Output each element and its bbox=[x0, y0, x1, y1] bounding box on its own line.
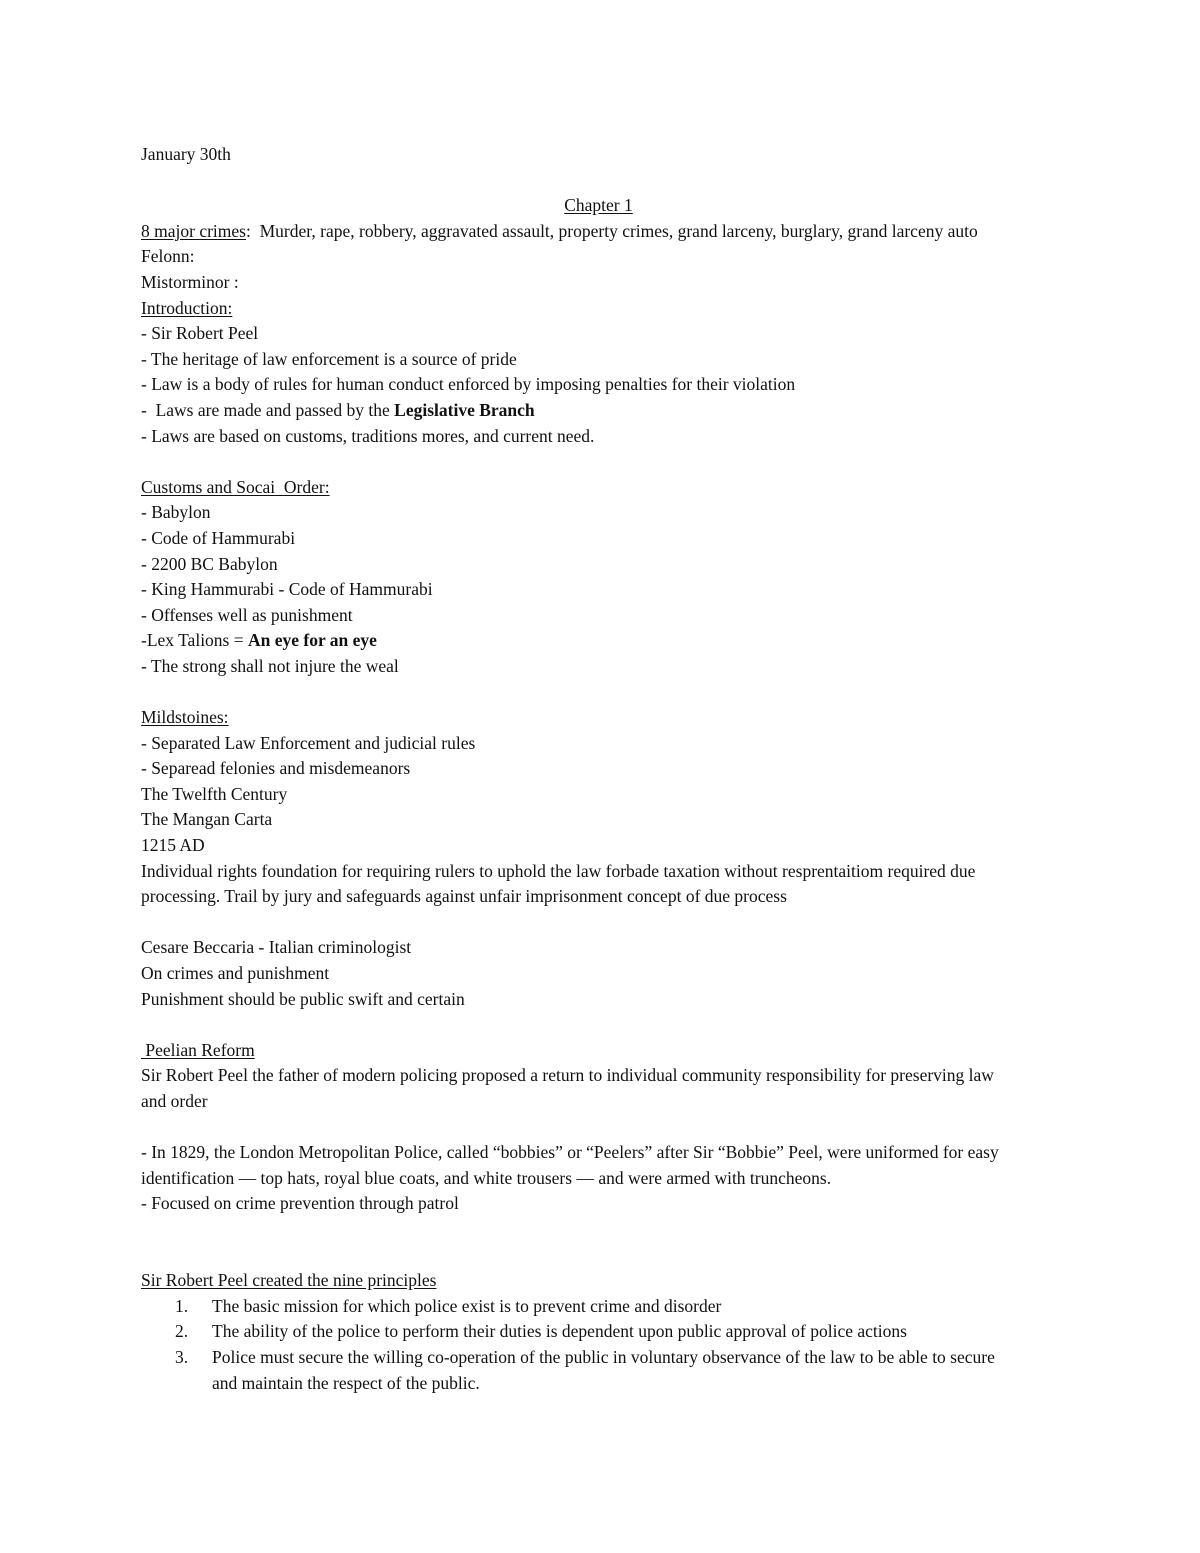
introduction-item: - Law is a body of rules for human conduct enforced by imposing penalties for their violation bbox=[141, 374, 796, 395]
customs-item-lex bbox=[141, 628, 1056, 654]
principle-text-continued: and maintain the respect of the public. bbox=[212, 1372, 480, 1393]
milestones-line: - Separated Law Enforcement and judicial rules bbox=[141, 732, 476, 753]
beccaria-line: On crimes and punishment bbox=[141, 963, 330, 983]
principle-number: 3. bbox=[175, 1346, 189, 1367]
principle-number: 2. bbox=[175, 1321, 189, 1342]
spacer bbox=[141, 449, 1056, 475]
principles-heading: Sir Robert Peel created the nine principles bbox=[141, 1270, 437, 1291]
peelian-bullet-line: identification — top hats, royal blue coats, and white trousers — and were armed with truncheons. bbox=[141, 1167, 832, 1188]
major-crimes-line bbox=[141, 219, 1056, 245]
legislative-prefix: - Laws are made and passed by the bbox=[141, 399, 395, 420]
introduction-item: - Laws are based on customs, traditions mores, and current need. bbox=[141, 425, 595, 446]
beccaria-line: Cesare Beccaria - Italian criminologist bbox=[141, 937, 412, 958]
spacer bbox=[141, 1115, 1056, 1141]
principle-item bbox=[141, 1319, 1056, 1345]
introduction-item-legislative bbox=[141, 398, 1056, 424]
peelian-bullet-line: - In 1829, the London Metropolitan Police, called “bobbies” or “Peelers” after Sir “Bobbie” Peel, were uniformed for easy bbox=[141, 1142, 999, 1163]
legislative-branch-bold: Legislative Branch bbox=[394, 399, 535, 420]
lex-prefix: -Lex Talions = bbox=[141, 630, 248, 651]
principle-number: 1. bbox=[175, 1295, 189, 1316]
spacer bbox=[141, 679, 1056, 705]
principle-text: The ability of the police to perform their duties is dependent upon public approval of police actions bbox=[212, 1321, 907, 1342]
chapter-title: Chapter 1 bbox=[564, 195, 633, 216]
introduction-heading: Introduction: bbox=[141, 297, 233, 318]
major-crimes-label: 8 major crimes bbox=[141, 220, 246, 241]
peelian-bullet-line: - Focused on crime prevention through patrol bbox=[141, 1193, 459, 1214]
milestones-paragraph-line: processing. Trail by jury and safeguards against unfair imprisonment concept of due process bbox=[141, 886, 787, 907]
customs-item: - King Hammurabi - Code of Hammurabi bbox=[141, 579, 433, 600]
peelian-paragraph-line: Sir Robert Peel the father of modern policing proposed a return to individual community responsibility for preserving law bbox=[141, 1065, 994, 1086]
spacer bbox=[141, 168, 1056, 194]
milestones-line: - Separead felonies and misdemeanors bbox=[141, 758, 411, 779]
principle-item bbox=[141, 1294, 1056, 1320]
customs-item: - The strong shall not injure the weal bbox=[141, 655, 399, 676]
customs-item: - Offenses well as punishment bbox=[141, 604, 353, 625]
introduction-item: - Sir Robert Peel bbox=[141, 323, 259, 344]
date-line: January 30th bbox=[141, 144, 231, 164]
spacer bbox=[141, 1217, 1056, 1268]
lex-bold: An eye for an eye bbox=[247, 630, 377, 651]
customs-item: - Code of Hammurabi bbox=[141, 527, 296, 548]
customs-item: - 2200 BC Babylon bbox=[141, 553, 278, 574]
principle-item bbox=[141, 1345, 1056, 1396]
spacer bbox=[141, 910, 1056, 936]
felony-line: Felonn: bbox=[141, 246, 195, 267]
peelian-paragraph-line: and order bbox=[141, 1090, 208, 1111]
principles-list bbox=[141, 1294, 1056, 1396]
major-crimes-text: Murder, rape, robbery, aggravated assault, property crimes, grand larceny, burglary, grand larceny auto bbox=[250, 220, 978, 241]
document-page bbox=[141, 142, 1056, 1396]
misdemeanor-line: Mistorminor : bbox=[141, 271, 239, 292]
milestones-line: The Mangan Carta bbox=[141, 809, 273, 830]
customs-heading: Customs and Socai Order: bbox=[141, 476, 330, 497]
milestones-line: 1215 AD bbox=[141, 835, 205, 856]
milestones-paragraph-line: Individual rights foundation for requiring rulers to uphold the law forbade taxation without resprentaitiom required due bbox=[141, 860, 976, 881]
peelian-heading: Peelian Reform bbox=[141, 1039, 255, 1060]
customs-item: - Babylon bbox=[141, 502, 211, 523]
beccaria-line: Punishment should be public swift and certain bbox=[141, 988, 465, 1009]
major-crimes-colon: : bbox=[245, 220, 251, 241]
introduction-item: - The heritage of law enforcement is a source of pride bbox=[141, 348, 517, 369]
spacer bbox=[141, 1012, 1056, 1038]
milestones-line: The Twelfth Century bbox=[141, 783, 288, 804]
principle-text: Police must secure the willing co-operation of the public in voluntary observance of the law to be able to secure bbox=[212, 1346, 995, 1367]
principle-text: The basic mission for which police exist is to prevent crime and disorder bbox=[212, 1295, 722, 1316]
milestones-heading: Mildstoines: bbox=[141, 707, 229, 728]
